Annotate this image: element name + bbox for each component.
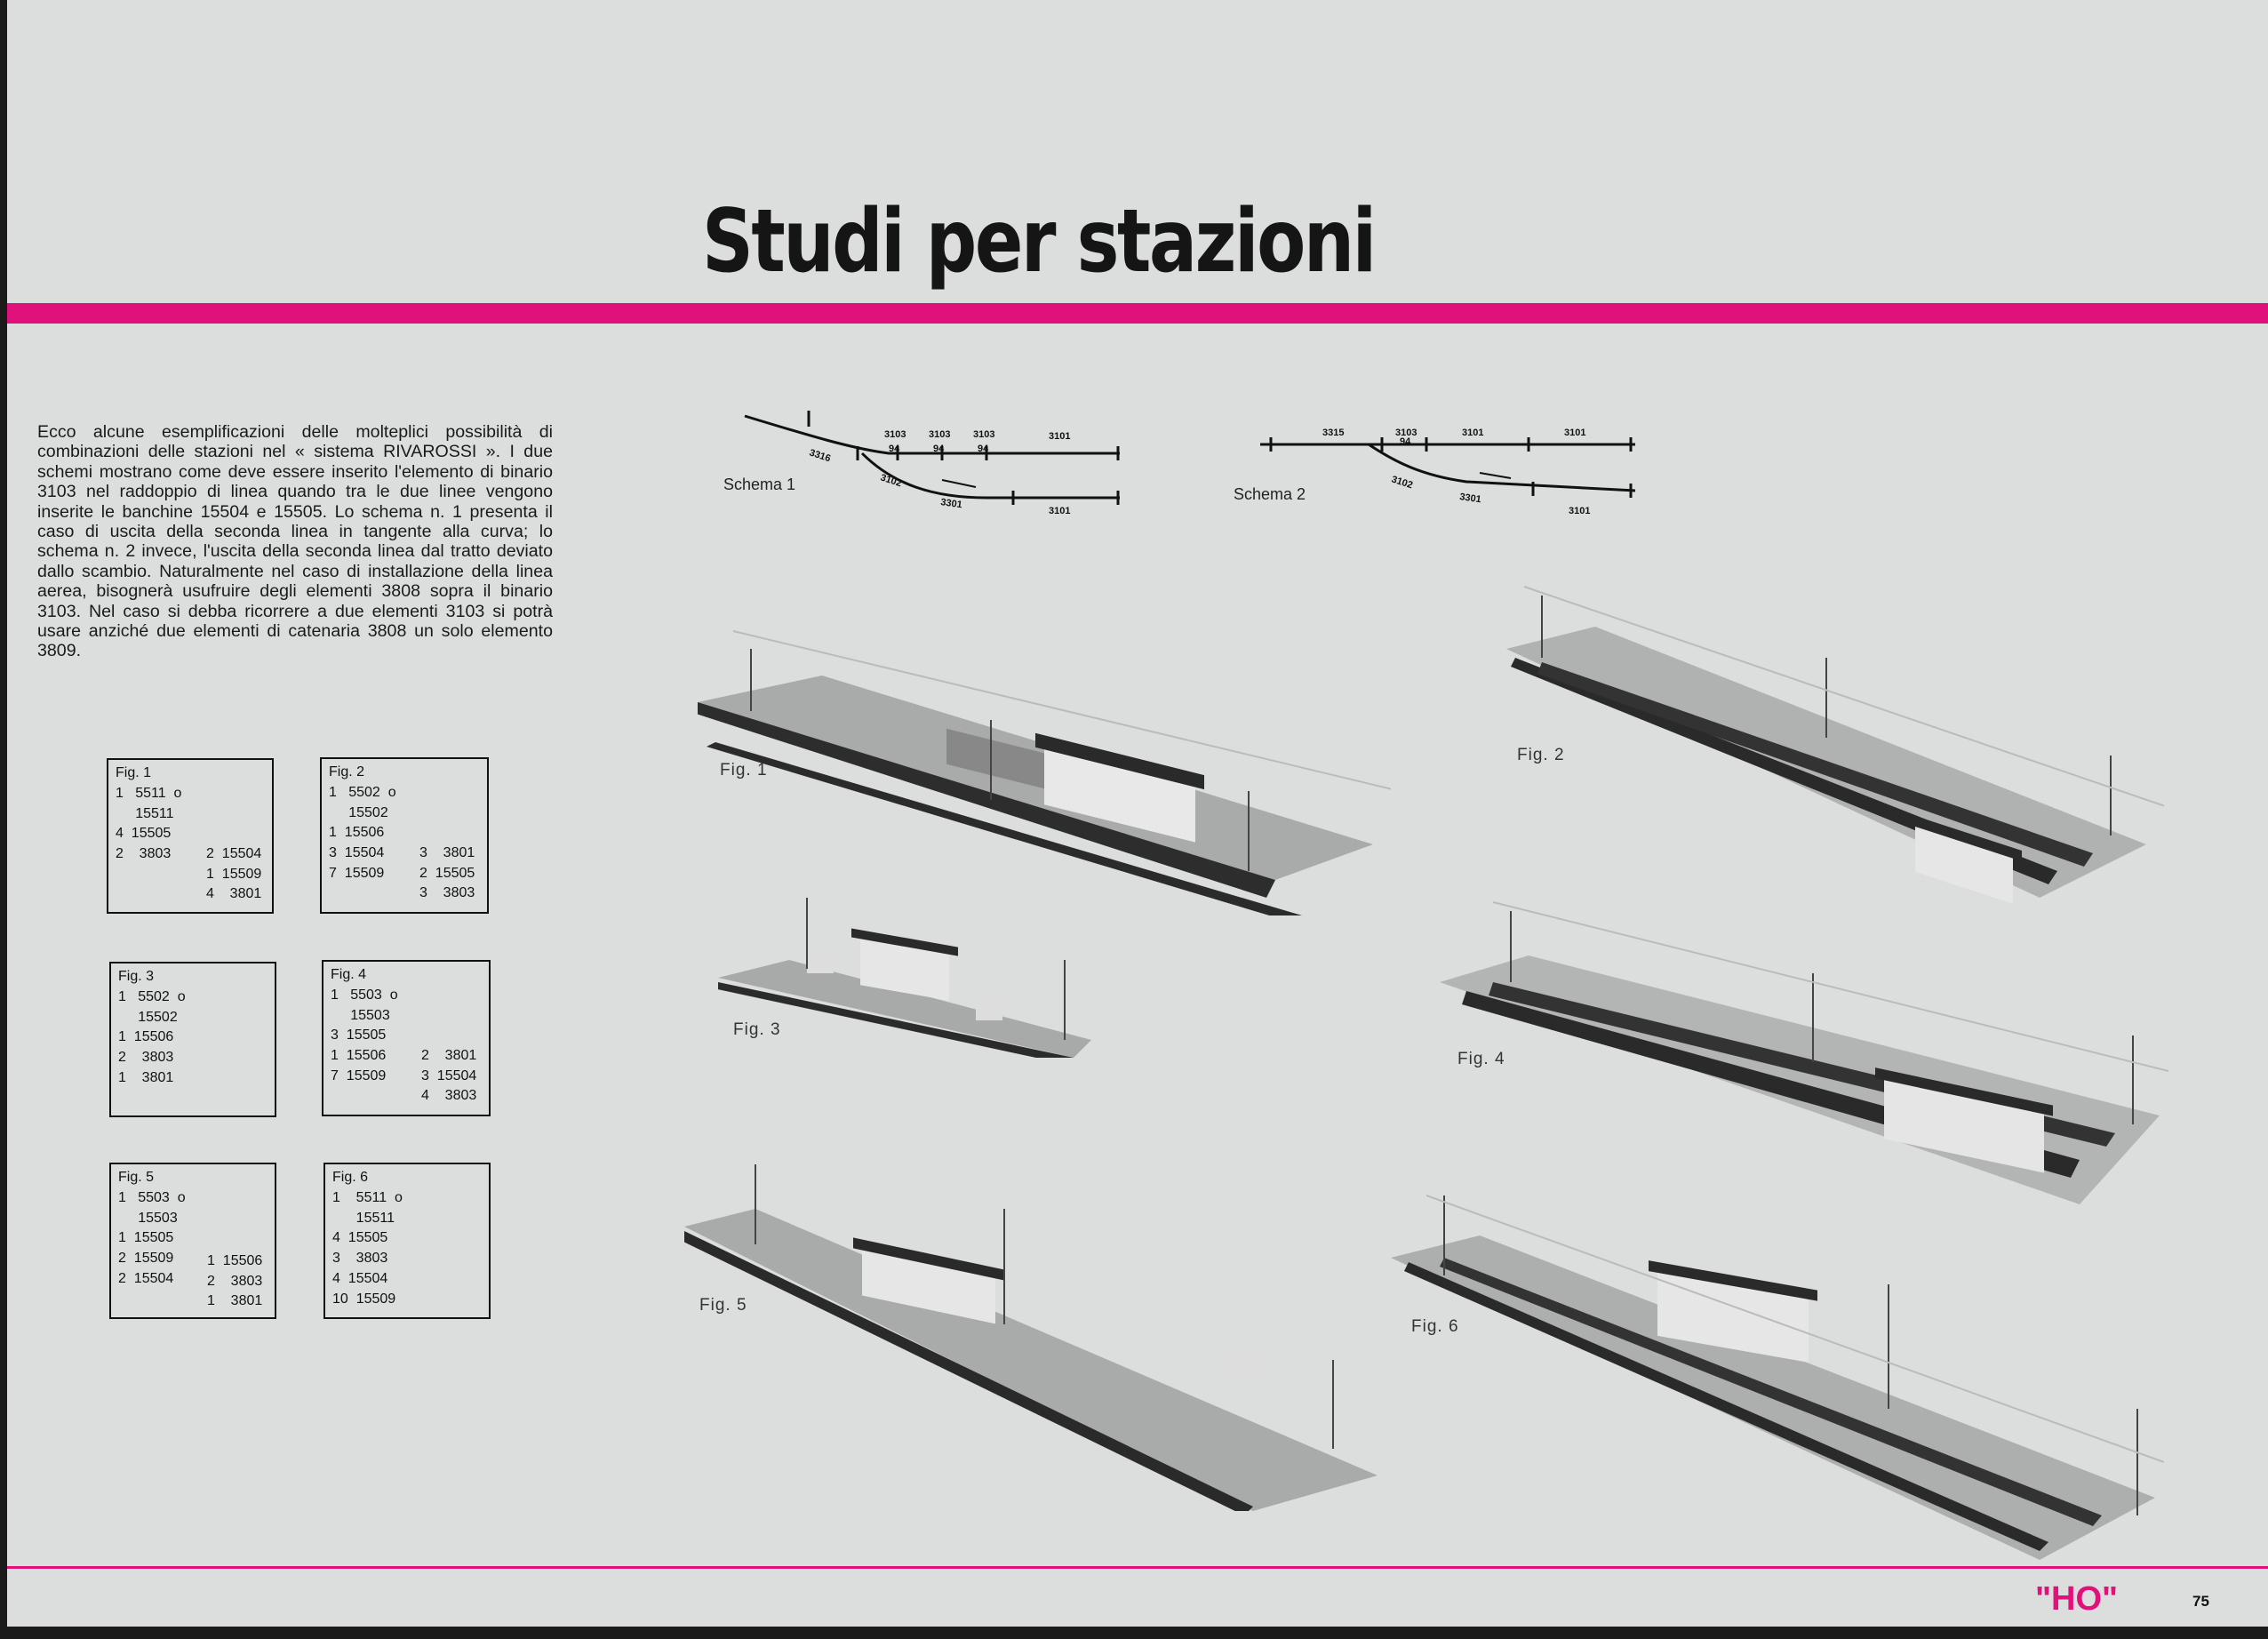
fig-table-row: 1 5511 o: [116, 786, 182, 801]
fig-table-row: 15502: [329, 804, 388, 820]
schema-2-top-2: 3101: [1462, 428, 1484, 438]
station-photo-1: [698, 613, 1391, 915]
fig-table-row: 1 5502 o: [329, 785, 396, 800]
fig-table-row: 4 15505: [332, 1230, 388, 1246]
schema-1-diagram: [738, 409, 1155, 524]
fig-table-name: Fig. 3: [118, 969, 155, 984]
schema-2-bottom-1: 3301: [1458, 492, 1482, 506]
fig-table-row: 1 5511 o: [332, 1190, 403, 1205]
schema-1-top-3: 3101: [1049, 431, 1071, 442]
fig-table-1: [107, 758, 274, 914]
schema-2-bottom-2: 3101: [1569, 506, 1591, 516]
fig-table-row: 1 3801: [118, 1069, 174, 1085]
fig-table-row: 4 15505: [116, 826, 172, 842]
fig-table-row: 2 15509: [118, 1251, 174, 1267]
fig-table-row: 15511: [116, 805, 174, 821]
fig-table-name: Fig. 5: [118, 1170, 155, 1185]
fig-table-row: 3 3803: [419, 885, 475, 901]
fig-table-row: 2 15504: [206, 846, 262, 861]
fig-table-row: 2 3803: [116, 846, 172, 862]
fig-table-row: 1 15506: [329, 825, 385, 841]
photo-label-5: Fig. 5: [699, 1296, 747, 1315]
fig-table-row: 1 15505: [118, 1230, 174, 1246]
fig-table-row: 2 15504: [118, 1270, 174, 1286]
schema-1-small-0: 94: [889, 444, 900, 454]
schema-1-small-2: 94: [978, 444, 989, 454]
fig-table-row: 15511: [332, 1210, 395, 1226]
schema-1-bottom-2: 3301: [939, 497, 963, 511]
schema-2-label: Schema 2: [1234, 485, 1306, 503]
fig-table-row: 3 3801: [419, 845, 475, 860]
fig-table-5: [109, 1163, 276, 1319]
photo-label-2: Fig. 2: [1517, 746, 1565, 764]
fig-table-row: 3 3803: [332, 1251, 388, 1267]
fig-table-row: 1 3801: [207, 1293, 263, 1309]
schema-1-top-2: 3103: [973, 429, 995, 440]
fig-table-row: 2 15505: [419, 865, 475, 881]
fig-table-row: 4 3803: [421, 1088, 477, 1104]
fig-table-row: 15503: [118, 1210, 178, 1226]
fig-table-name: Fig. 6: [332, 1170, 369, 1185]
fig-table-row: 1 5502 o: [118, 989, 186, 1004]
schema-1-bottom-0: 3316: [808, 447, 833, 465]
title-rule: [7, 303, 2268, 324]
fig-table-row: 1 15509: [206, 866, 262, 882]
fig-table-row: 1 15506: [207, 1253, 263, 1268]
schema-2-diagram: [1253, 418, 1644, 533]
schema-1-label: Schema 1: [723, 476, 796, 493]
fig-table-row: 4 3801: [206, 886, 262, 902]
fig-table-row: 2 3803: [118, 1050, 174, 1066]
fig-table-row: 1 5503 o: [331, 987, 398, 1003]
schema-1-bottom-3: 3101: [1049, 506, 1071, 516]
schema-1-bottom-1: 3102: [879, 472, 904, 490]
fig-table-row: 4 15504: [332, 1270, 388, 1286]
station-photo-4: [1440, 893, 2168, 1213]
footer-rule: [7, 1566, 2268, 1569]
fig-table-row: 3 15504: [421, 1067, 477, 1083]
station-photo-2: [1489, 578, 2164, 907]
fig-table-name: Fig. 1: [116, 765, 152, 780]
station-photo-5: [684, 1155, 1378, 1511]
fig-table-row: 7 15509: [331, 1067, 387, 1083]
fig-table-2: [320, 757, 489, 914]
fig-table-row: 1 5503 o: [118, 1190, 186, 1205]
schema-1-top-0: 3103: [884, 429, 906, 440]
fig-table-row: 1 15506: [118, 1029, 174, 1045]
page-number: 75: [2192, 1593, 2209, 1610]
fig-table-row: 2 3803: [207, 1273, 263, 1289]
schema-1-top-1: 3103: [929, 429, 951, 440]
schema-2-top-0: 3315: [1322, 428, 1345, 438]
brand-mark: "HO": [2035, 1580, 2119, 1618]
schema-2-small-0: 94: [1400, 436, 1411, 447]
fig-table-4: [322, 960, 491, 1116]
fig-table-6: [323, 1163, 491, 1319]
fig-table-row: 3 15504: [329, 845, 385, 861]
fig-table-name: Fig. 4: [331, 967, 367, 982]
schema-2-top-3: 3101: [1564, 428, 1586, 438]
page-title: Studi per stazioni: [702, 191, 1375, 292]
schema-2-bottom-0: 3102: [1390, 474, 1415, 492]
schema-2-top-1: 3103: [1395, 428, 1418, 438]
fig-table-row: 1 15506: [331, 1048, 387, 1064]
fig-table-row: 3 15505: [331, 1027, 387, 1043]
fig-table-row: 15503: [331, 1007, 390, 1023]
photo-label-4: Fig. 4: [1457, 1050, 1505, 1068]
schema-1-small-1: 94: [933, 444, 945, 454]
fig-table-row: 15502: [118, 1009, 178, 1025]
photo-label-3: Fig. 3: [733, 1020, 781, 1039]
intro-paragraph: Ecco alcune esemplificazioni delle molteplici possibilità di combinazioni delle stazioni nel « sistema RIVAROSSI ». I due schemi mostrano come deve essere inserito l'elemento di binario 3103 nel raddoppio di linea quando tra le due linee vengono inserite le banchine 15504 e 15505. Lo schema n. 1 presenta il caso di uscita della seconda linea in tangente alla curva; lo schema n. 2 invece, l'uscita della seconda linea dal tratto deviato dallo scambio. Naturalmente nel caso di installazione della linea aerea, bisognerà usufruire degli elementi 3808 sopra il binario 3103. Nel caso si debba ricorrere a due elementi 3103 si potrà usare anziché due elementi di catenaria 3808 un solo elemento 3809.: [37, 422, 553, 661]
fig-table-name: Fig. 2: [329, 764, 365, 780]
photo-label-1: Fig. 1: [720, 761, 768, 780]
fig-table-3: [109, 962, 276, 1117]
fig-table-row: 10 15509: [332, 1291, 396, 1307]
fig-table-row: 7 15509: [329, 865, 385, 881]
photo-label-6: Fig. 6: [1411, 1317, 1459, 1336]
fig-table-row: 2 3801: [421, 1048, 477, 1063]
station-photo-6: [1391, 1178, 2164, 1560]
